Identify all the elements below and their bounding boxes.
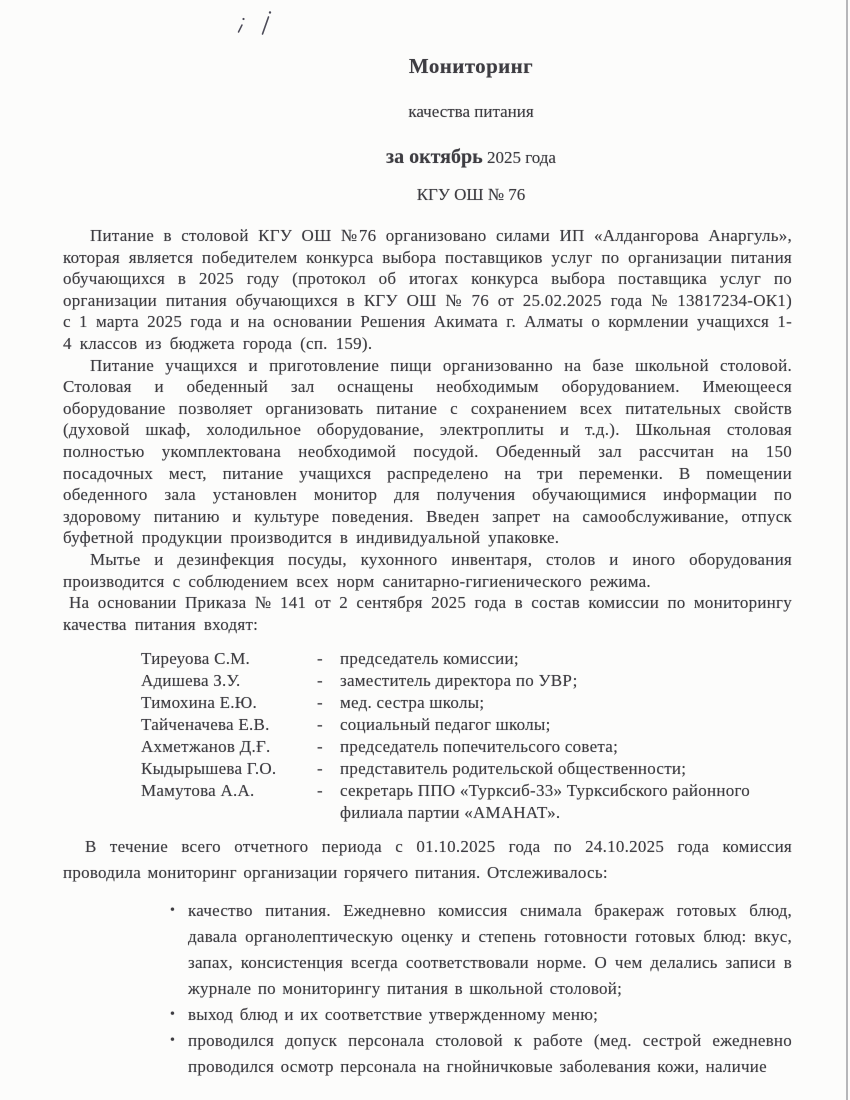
commission-member-row [141, 714, 792, 736]
bullet-dot-icon: • [170, 1007, 176, 1023]
school-name: КГУ ОШ № 76 [416, 185, 526, 204]
paragraph-monitoring-period: В течение всего отчетного периода с 01.10.2025 года по 24.10.2025 года комиссия проводила мониторинг организации горячего питания. Отслеживалось: [63, 837, 792, 883]
member-role: секретарь ППО «Турксиб-33» Турксибского районного филиала партии «АМАНАТ». [340, 781, 750, 823]
commission-member-row [141, 736, 792, 758]
member-name: Ахметжанов Д.Ғ. [141, 737, 271, 757]
commission-member-row [141, 648, 792, 670]
commission-member-list [141, 648, 792, 824]
member-role: заместитель директора по УВР; [340, 671, 578, 691]
bullet-text: качество питания. Ежедневно комиссия снимала бракераж готовых блюд, давала органолептическую оценку и степень готовности готовых блюд: вкус, запах, консистенция всегда соответствовали норме. О чем делались записи в журнале по мониторингу питания в школьной столовой; [188, 901, 792, 999]
member-name: Тиреуова С.М. [141, 649, 251, 669]
member-name: Кыдырышева Г.О. [141, 759, 277, 779]
document-subtitle: качества питания [408, 102, 534, 121]
member-role: председатель комиссии; [340, 649, 519, 669]
commission-member-row [141, 692, 792, 714]
bullet-text: проводился допуск персонала столовой к работе (мед. сестрой ежедневно проводился осмотр персонала на гнойничковые заболевания кожи, наличие [188, 1031, 792, 1077]
bullet-dot-icon: • [170, 1033, 176, 1049]
member-role: председатель попечительсого совета; [340, 737, 619, 757]
bullet-text: выход блюд и их соответствие утвержденному меню; [188, 1005, 599, 1025]
bullet-dot-icon: • [170, 903, 176, 919]
document-body [0, 205, 850, 1080]
member-name: Тайченачева Е.В. [141, 715, 270, 735]
paragraph-commission-order: На основании Приказа № 141 от 2 сентября 2025 года в состав комиссии по мониторингу качества питания входят: [63, 593, 792, 634]
commission-member-row [141, 780, 792, 824]
member-dash: - [317, 781, 323, 801]
member-dash: - [317, 693, 323, 713]
member-dash: - [317, 737, 323, 757]
member-name: Тимохина Е.Ю. [141, 693, 257, 713]
member-dash: - [317, 671, 323, 691]
scan-edge-line [846, 0, 848, 1100]
member-role: социальный педагог школы; [340, 715, 551, 735]
paragraph-canteen-equipment: Питание учащихся и приготовление пищи организованно на базе школьной столовой. Столовая и обеденный зал оснащены необходимым оборудованием. Имеющееся оборудование позволяет организовать питание с сохранением всех питательных свойств (духовой шкаф, холодильное оборудование, электроплиты и т.д.). Школьная столовая полностью укомплектована необходимой посудой. Обеденный зал рассчитан на 150 посадочных мест, питание учащихся распределено на три переменки. В помещении обеденного зала установлен монитор для получения обучающимися информации по здоровому питанию и культуре поведения. Введен запрет на самообслуживание, отпуск буфетной продукции производится в индивидуальной упаковке. [63, 355, 792, 548]
bullet-item-food-quality [168, 898, 792, 1002]
bullet-item-menu-compliance [168, 1002, 792, 1028]
member-role: мед. сестра школы; [340, 693, 485, 713]
commission-member-row [141, 670, 792, 692]
report-period-month: за октябрь [386, 146, 483, 168]
member-dash: - [317, 649, 323, 669]
member-dash: - [317, 759, 323, 779]
commission-member-row [141, 758, 792, 780]
member-role: представитель родительской общественности; [340, 759, 687, 779]
document-header [0, 0, 850, 205]
paragraph-food-provider: Питание в столовой КГУ ОШ №76 организовано силами ИП «Алдангорова Анаргуль», которая является победителем конкурса выбора поставщиков услуг по организации питания обучающихся в 2025 году (протокол об итогах конкурса выбора поставщика услуг по организации питания обучающихся в КГУ ОШ № 76 от 25.02.2025 года № 13817234-ОК1) с 1 марта 2025 года и на основании Решения Акимата г. Алматы о кормлении учащихся 1-4 классов из бюджета города (сп. 159). [63, 226, 792, 353]
document-title: Мониторинг [408, 54, 534, 78]
report-period-year: 2025 года [482, 148, 556, 167]
member-name: Мамутова А.А. [141, 781, 255, 801]
member-dash: - [317, 715, 323, 735]
monitoring-bullet-list [168, 898, 792, 1080]
member-name: Адишева З.У. [141, 671, 241, 691]
pen-mark-icon [232, 8, 294, 47]
paragraph-sanitary-regime: Мытье и дезинфекция посуды, кухонного инвентаря, столов и иного оборудования производится с соблюдением всех норм санитарно-гигиенического режима. [63, 549, 792, 591]
bullet-item-staff-admission [168, 1028, 792, 1080]
report-period [92, 146, 850, 169]
